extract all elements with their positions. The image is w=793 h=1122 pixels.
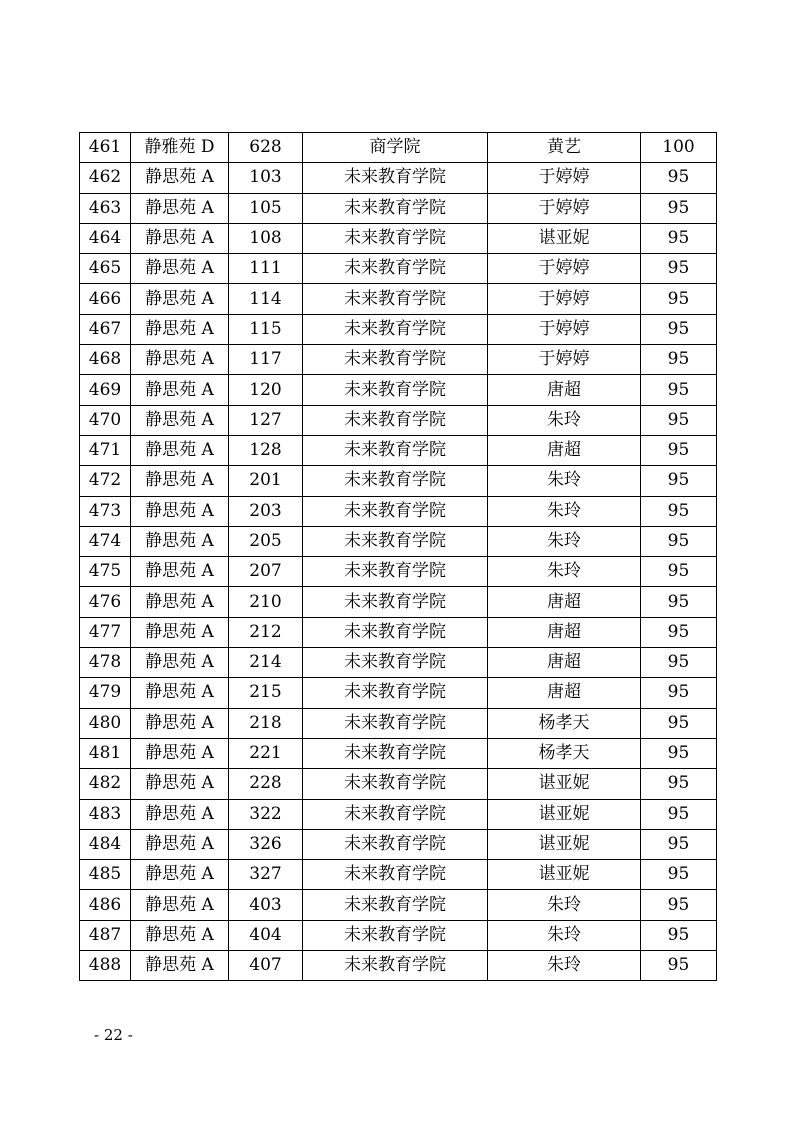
table-row — [80, 163, 717, 193]
row-index-cell: 486 — [80, 890, 131, 920]
building-cell: 静思苑 A — [131, 799, 229, 829]
room-number-cell: 322 — [229, 799, 303, 829]
row-index-cell: 472 — [80, 466, 131, 496]
building-cell: 静思苑 A — [131, 769, 229, 799]
table-row — [80, 496, 717, 526]
room-number-cell: 215 — [229, 678, 303, 708]
table-row — [80, 557, 717, 587]
row-index-cell: 484 — [80, 829, 131, 859]
college-cell: 未来教育学院 — [303, 435, 488, 465]
building-cell: 静思苑 A — [131, 708, 229, 738]
score-cell: 95 — [641, 223, 717, 253]
row-index-cell: 488 — [80, 951, 131, 981]
table-row — [80, 345, 717, 375]
table-row — [80, 617, 717, 647]
score-cell: 95 — [641, 708, 717, 738]
building-cell: 静思苑 A — [131, 678, 229, 708]
table-row — [80, 435, 717, 465]
row-index-cell: 464 — [80, 223, 131, 253]
counselor-cell: 于婷婷 — [488, 163, 641, 193]
score-cell: 95 — [641, 496, 717, 526]
room-number-cell: 327 — [229, 860, 303, 890]
score-cell: 95 — [641, 890, 717, 920]
college-cell: 未来教育学院 — [303, 526, 488, 556]
table-row — [80, 829, 717, 859]
building-cell: 静思苑 A — [131, 405, 229, 435]
counselor-cell: 杨孝天 — [488, 738, 641, 768]
room-number-cell: 127 — [229, 405, 303, 435]
score-cell: 95 — [641, 678, 717, 708]
college-cell: 未来教育学院 — [303, 496, 488, 526]
building-cell: 静思苑 A — [131, 860, 229, 890]
building-cell: 静思苑 A — [131, 829, 229, 859]
college-cell: 未来教育学院 — [303, 678, 488, 708]
row-index-cell: 474 — [80, 526, 131, 556]
row-index-cell: 473 — [80, 496, 131, 526]
score-cell: 95 — [641, 193, 717, 223]
score-cell: 95 — [641, 799, 717, 829]
college-cell: 未来教育学院 — [303, 254, 488, 284]
counselor-cell: 谌亚妮 — [488, 769, 641, 799]
row-index-cell: 477 — [80, 617, 131, 647]
counselor-cell: 谌亚妮 — [488, 829, 641, 859]
building-cell: 静雅苑 D — [131, 133, 229, 163]
score-cell: 95 — [641, 254, 717, 284]
page-number: - 22 - — [94, 1026, 133, 1044]
score-cell: 95 — [641, 738, 717, 768]
table-row — [80, 284, 717, 314]
counselor-cell: 唐超 — [488, 375, 641, 405]
counselor-cell: 朱玲 — [488, 951, 641, 981]
building-cell: 静思苑 A — [131, 375, 229, 405]
row-index-cell: 463 — [80, 193, 131, 223]
table-row — [80, 799, 717, 829]
counselor-cell: 朱玲 — [488, 557, 641, 587]
score-cell: 95 — [641, 284, 717, 314]
college-cell: 未来教育学院 — [303, 193, 488, 223]
college-cell: 未来教育学院 — [303, 951, 488, 981]
row-index-cell: 469 — [80, 375, 131, 405]
room-number-cell: 117 — [229, 345, 303, 375]
score-cell: 95 — [641, 345, 717, 375]
score-cell: 100 — [641, 133, 717, 163]
score-cell: 95 — [641, 526, 717, 556]
row-index-cell: 479 — [80, 678, 131, 708]
college-cell: 未来教育学院 — [303, 890, 488, 920]
counselor-cell: 谌亚妮 — [488, 860, 641, 890]
room-number-cell: 228 — [229, 769, 303, 799]
score-cell: 95 — [641, 648, 717, 678]
table-row — [80, 526, 717, 556]
score-cell: 95 — [641, 951, 717, 981]
row-index-cell: 465 — [80, 254, 131, 284]
counselor-cell: 于婷婷 — [488, 314, 641, 344]
score-cell: 95 — [641, 920, 717, 950]
row-index-cell: 468 — [80, 345, 131, 375]
room-number-cell: 108 — [229, 223, 303, 253]
counselor-cell: 唐超 — [488, 435, 641, 465]
counselor-cell: 朱玲 — [488, 405, 641, 435]
room-number-cell: 201 — [229, 466, 303, 496]
room-number-cell: 105 — [229, 193, 303, 223]
score-cell: 95 — [641, 769, 717, 799]
college-cell: 未来教育学院 — [303, 648, 488, 678]
counselor-cell: 谌亚妮 — [488, 799, 641, 829]
building-cell: 静思苑 A — [131, 526, 229, 556]
score-cell: 95 — [641, 405, 717, 435]
counselor-cell: 朱玲 — [488, 920, 641, 950]
college-cell: 未来教育学院 — [303, 163, 488, 193]
building-cell: 静思苑 A — [131, 617, 229, 647]
score-cell: 95 — [641, 617, 717, 647]
room-number-cell: 115 — [229, 314, 303, 344]
row-index-cell: 466 — [80, 284, 131, 314]
counselor-cell: 朱玲 — [488, 466, 641, 496]
building-cell: 静思苑 A — [131, 648, 229, 678]
building-cell: 静思苑 A — [131, 345, 229, 375]
room-number-cell: 114 — [229, 284, 303, 314]
counselor-cell: 唐超 — [488, 587, 641, 617]
college-cell: 未来教育学院 — [303, 860, 488, 890]
building-cell: 静思苑 A — [131, 496, 229, 526]
table-row — [80, 314, 717, 344]
counselor-cell: 唐超 — [488, 617, 641, 647]
room-number-cell: 203 — [229, 496, 303, 526]
table-row — [80, 769, 717, 799]
counselor-cell: 唐超 — [488, 678, 641, 708]
score-cell: 95 — [641, 860, 717, 890]
college-cell: 未来教育学院 — [303, 829, 488, 859]
score-table — [79, 132, 717, 981]
counselor-cell: 朱玲 — [488, 526, 641, 556]
table-row — [80, 587, 717, 617]
counselor-cell: 唐超 — [488, 648, 641, 678]
building-cell: 静思苑 A — [131, 466, 229, 496]
table-body — [80, 133, 717, 981]
college-cell: 未来教育学院 — [303, 557, 488, 587]
table-row — [80, 466, 717, 496]
college-cell: 未来教育学院 — [303, 223, 488, 253]
college-cell: 未来教育学院 — [303, 466, 488, 496]
table-row — [80, 951, 717, 981]
score-cell: 95 — [641, 314, 717, 344]
row-index-cell: 462 — [80, 163, 131, 193]
row-index-cell: 467 — [80, 314, 131, 344]
counselor-cell: 于婷婷 — [488, 193, 641, 223]
college-cell: 未来教育学院 — [303, 617, 488, 647]
college-cell: 未来教育学院 — [303, 738, 488, 768]
counselor-cell: 于婷婷 — [488, 284, 641, 314]
table-row — [80, 920, 717, 950]
college-cell: 未来教育学院 — [303, 708, 488, 738]
row-index-cell: 485 — [80, 860, 131, 890]
building-cell: 静思苑 A — [131, 314, 229, 344]
score-cell: 95 — [641, 163, 717, 193]
table-row — [80, 890, 717, 920]
college-cell: 商学院 — [303, 133, 488, 163]
counselor-cell: 朱玲 — [488, 496, 641, 526]
counselor-cell: 杨孝天 — [488, 708, 641, 738]
row-index-cell: 461 — [80, 133, 131, 163]
building-cell: 静思苑 A — [131, 435, 229, 465]
room-number-cell: 128 — [229, 435, 303, 465]
table-row — [80, 254, 717, 284]
building-cell: 静思苑 A — [131, 738, 229, 768]
row-index-cell: 478 — [80, 648, 131, 678]
table-row — [80, 223, 717, 253]
building-cell: 静思苑 A — [131, 284, 229, 314]
room-number-cell: 218 — [229, 708, 303, 738]
building-cell: 静思苑 A — [131, 890, 229, 920]
score-cell: 95 — [641, 587, 717, 617]
counselor-cell: 谌亚妮 — [488, 223, 641, 253]
room-number-cell: 103 — [229, 163, 303, 193]
room-number-cell: 214 — [229, 648, 303, 678]
score-cell: 95 — [641, 557, 717, 587]
row-index-cell: 481 — [80, 738, 131, 768]
table-row — [80, 860, 717, 890]
room-number-cell: 120 — [229, 375, 303, 405]
row-index-cell: 475 — [80, 557, 131, 587]
college-cell: 未来教育学院 — [303, 314, 488, 344]
table-row — [80, 648, 717, 678]
room-number-cell: 111 — [229, 254, 303, 284]
table-row — [80, 738, 717, 768]
building-cell: 静思苑 A — [131, 254, 229, 284]
building-cell: 静思苑 A — [131, 223, 229, 253]
room-number-cell: 407 — [229, 951, 303, 981]
room-number-cell: 221 — [229, 738, 303, 768]
room-number-cell: 210 — [229, 587, 303, 617]
college-cell: 未来教育学院 — [303, 769, 488, 799]
room-number-cell: 326 — [229, 829, 303, 859]
row-index-cell: 483 — [80, 799, 131, 829]
score-cell: 95 — [641, 829, 717, 859]
college-cell: 未来教育学院 — [303, 345, 488, 375]
row-index-cell: 470 — [80, 405, 131, 435]
room-number-cell: 404 — [229, 920, 303, 950]
score-cell: 95 — [641, 466, 717, 496]
room-number-cell: 403 — [229, 890, 303, 920]
building-cell: 静思苑 A — [131, 193, 229, 223]
college-cell: 未来教育学院 — [303, 920, 488, 950]
dormitory-score-table — [79, 132, 716, 981]
college-cell: 未来教育学院 — [303, 587, 488, 617]
table-row — [80, 193, 717, 223]
counselor-cell: 黄艺 — [488, 133, 641, 163]
table-row — [80, 708, 717, 738]
score-cell: 95 — [641, 375, 717, 405]
room-number-cell: 207 — [229, 557, 303, 587]
counselor-cell: 于婷婷 — [488, 345, 641, 375]
college-cell: 未来教育学院 — [303, 375, 488, 405]
building-cell: 静思苑 A — [131, 951, 229, 981]
row-index-cell: 480 — [80, 708, 131, 738]
score-cell: 95 — [641, 435, 717, 465]
row-index-cell: 482 — [80, 769, 131, 799]
counselor-cell: 朱玲 — [488, 890, 641, 920]
counselor-cell: 于婷婷 — [488, 254, 641, 284]
table-row — [80, 133, 717, 163]
college-cell: 未来教育学院 — [303, 284, 488, 314]
college-cell: 未来教育学院 — [303, 405, 488, 435]
college-cell: 未来教育学院 — [303, 799, 488, 829]
table-row — [80, 405, 717, 435]
row-index-cell: 476 — [80, 587, 131, 617]
row-index-cell: 487 — [80, 920, 131, 950]
building-cell: 静思苑 A — [131, 920, 229, 950]
room-number-cell: 628 — [229, 133, 303, 163]
table-row — [80, 375, 717, 405]
table-row — [80, 678, 717, 708]
room-number-cell: 212 — [229, 617, 303, 647]
building-cell: 静思苑 A — [131, 557, 229, 587]
building-cell: 静思苑 A — [131, 587, 229, 617]
room-number-cell: 205 — [229, 526, 303, 556]
row-index-cell: 471 — [80, 435, 131, 465]
building-cell: 静思苑 A — [131, 163, 229, 193]
